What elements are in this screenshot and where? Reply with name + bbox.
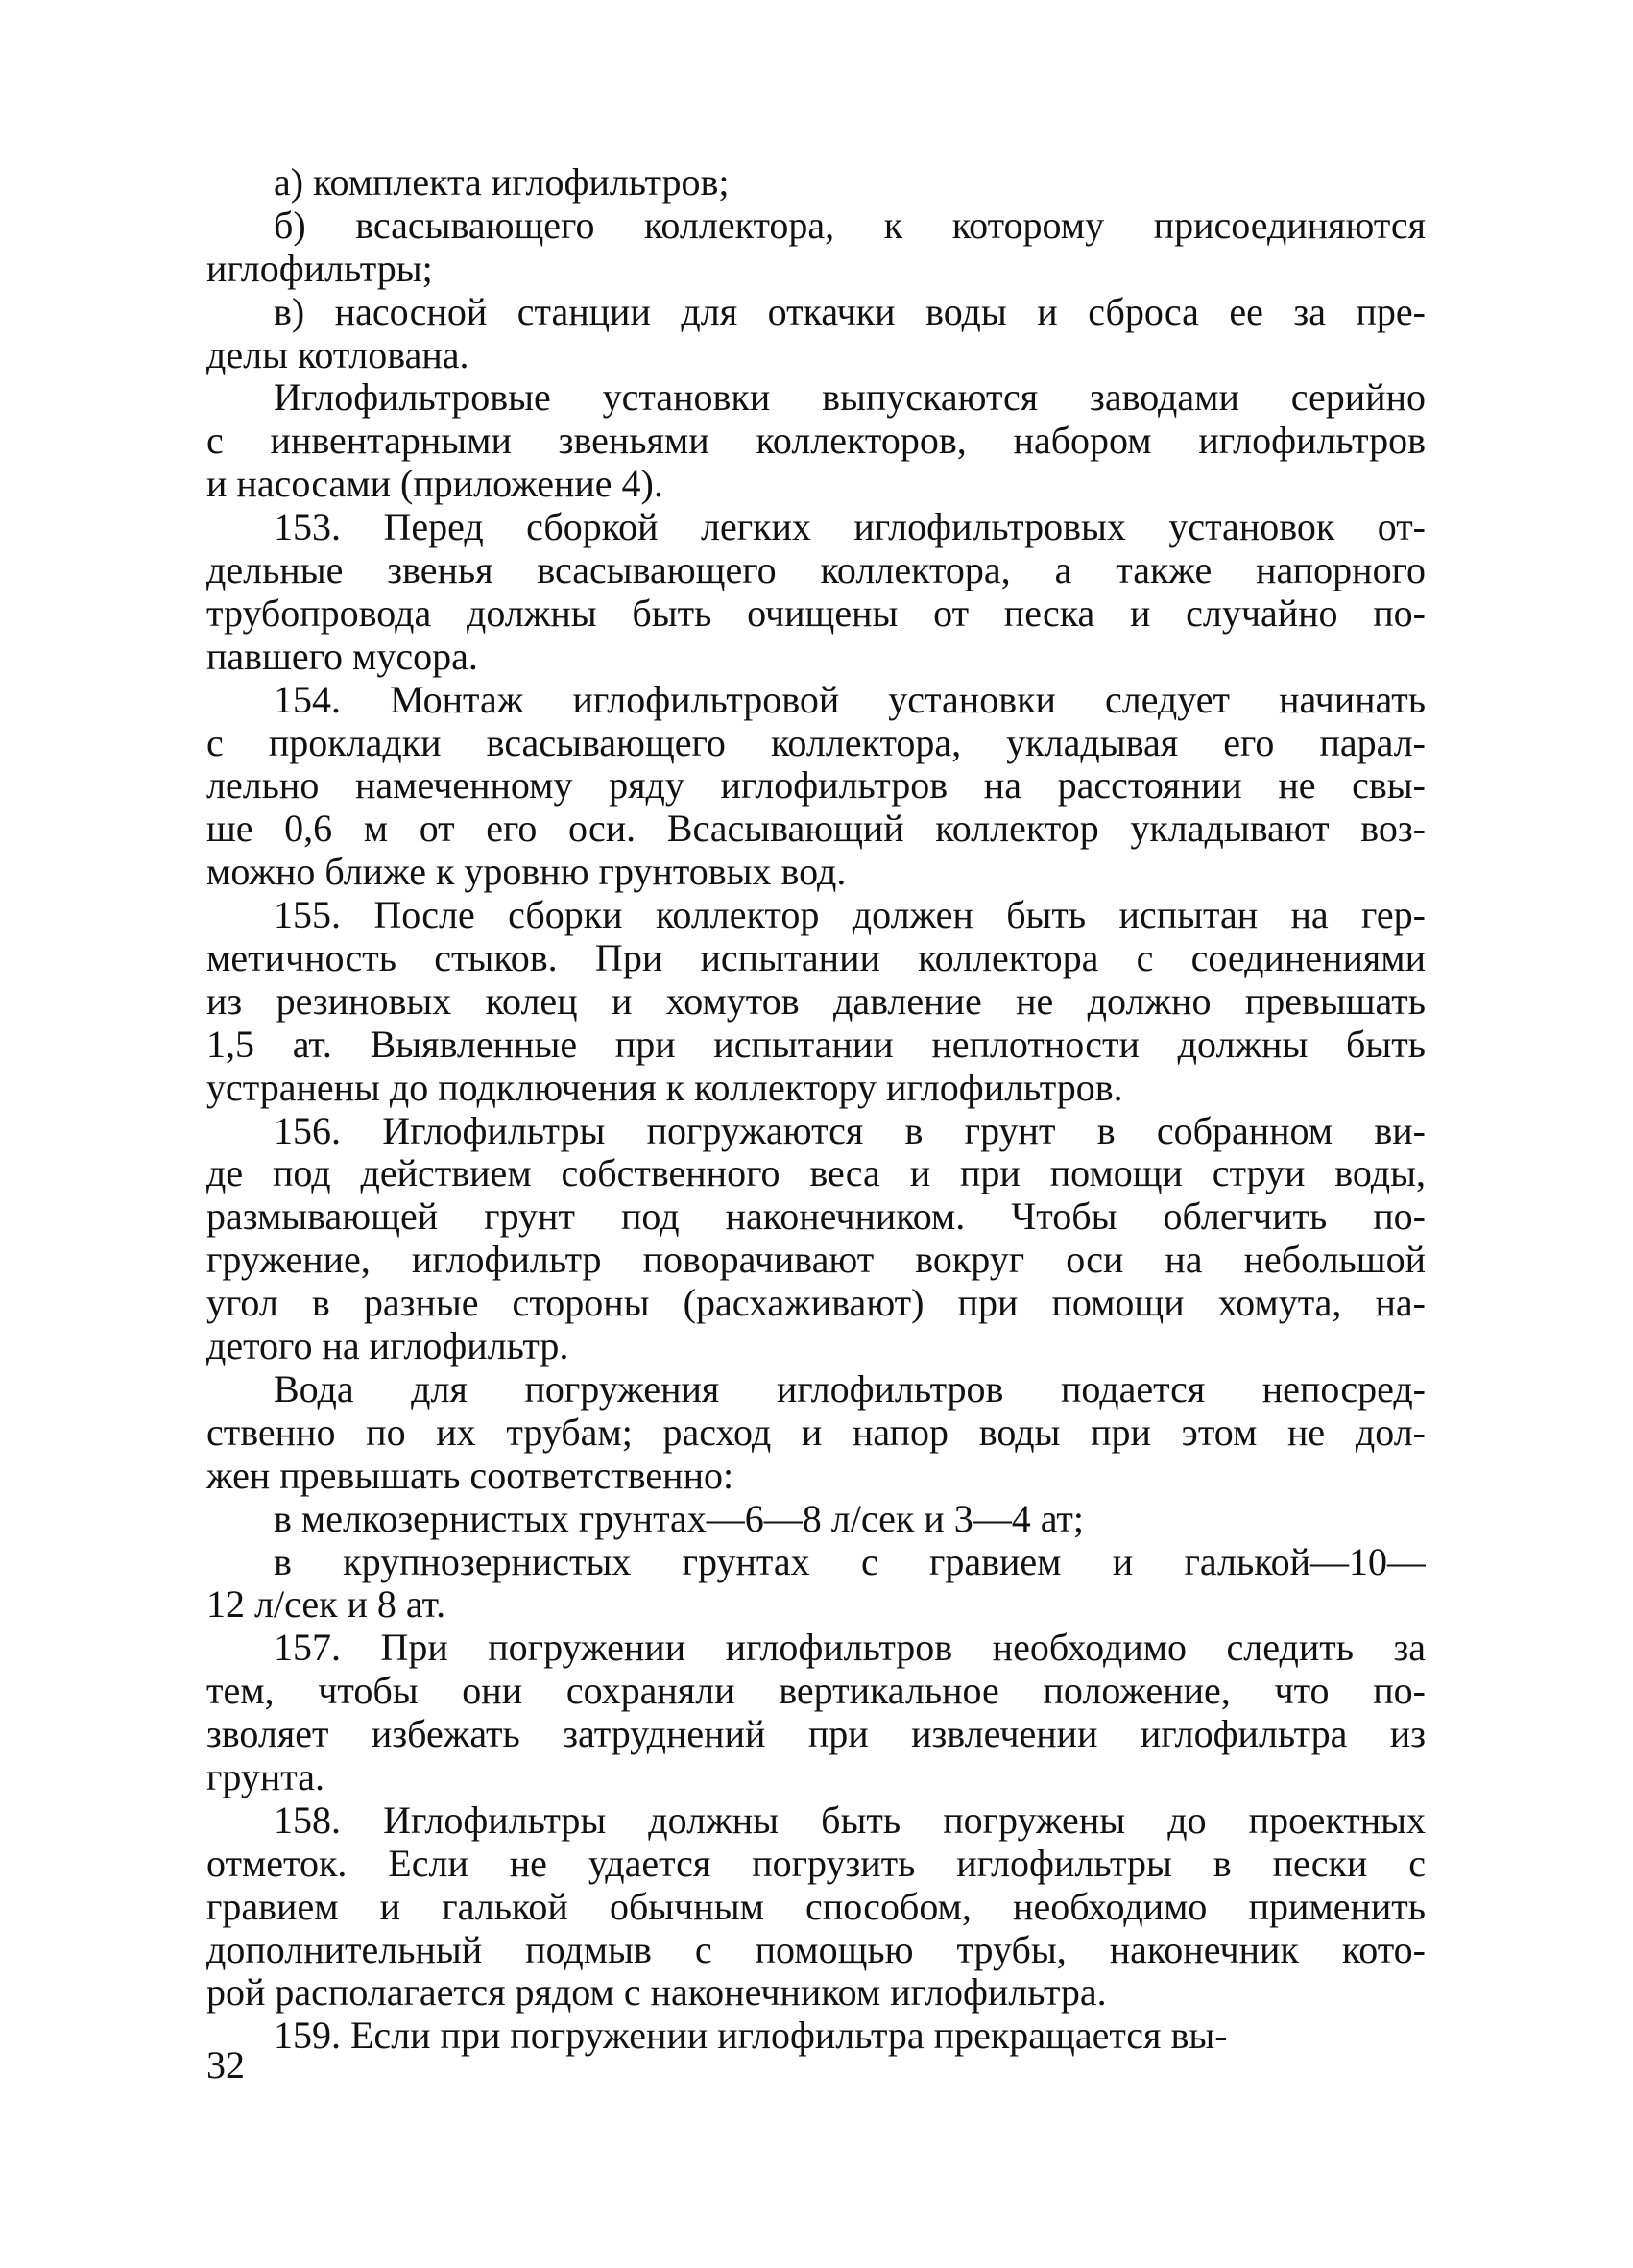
text-line: детого на иглофильтр. [206, 1325, 569, 1368]
text-line: делы котлована. [206, 333, 469, 376]
text-line: в крупнозернистых грунтах с гравием и галькой—10— [274, 1540, 1426, 1583]
text-line: метичность стыков. При испытании коллектора с соединениями [206, 937, 1426, 980]
text-line: гружение, иглофильтр поворачивают вокруг оси на небольшой [206, 1239, 1426, 1282]
page-number: 32 [206, 2043, 245, 2087]
text-line: и насосами (приложение 4). [206, 463, 663, 506]
text-line: 12 л/сек и 8 ат. [206, 1583, 446, 1627]
text-line: Иглофильтровые установки выпускаются заводами серийно [274, 376, 1426, 420]
text-line: в мелкозернистых грунтах—6—8 л/сек и 3—4 ат; [274, 1497, 1085, 1540]
text-line: ственно по их трубам; расход и напор воды при этом не дол- [206, 1411, 1426, 1454]
text-line: в) насосной станции для откачки воды и сброса ее за пре- [274, 290, 1426, 333]
text-line: рой располагается рядом с наконечником иглофильтра. [206, 1971, 1107, 2015]
text-line: грунта. [206, 1755, 325, 1798]
text-line: можно ближе к уровню грунтовых вод. [206, 851, 847, 894]
text-line: с инвентарными звеньями коллекторов, набором иглофильтров [206, 420, 1426, 463]
text-line: иглофильтры; [206, 247, 433, 290]
text-line: павшего мусора. [206, 635, 478, 678]
text-line: 153. Перед сборкой легких иглофильтровых установок от- [274, 506, 1426, 549]
text-line: б) всасывающего коллектора, к которому присоединяются [274, 204, 1426, 247]
text-line: ше 0,6 м от его оси. Всасывающий коллектор укладывают воз- [206, 808, 1426, 851]
text-line: с прокладки всасывающего коллектора, укладывая его парал- [206, 721, 1426, 764]
text-line: Вода для погружения иглофильтров подается непосред- [274, 1367, 1426, 1411]
text-line: 156. Иглофильтры погружаются в грунт в собранном ви- [274, 1109, 1426, 1152]
text-line: размывающей грунт под наконечником. Чтобы облегчить по- [206, 1195, 1426, 1239]
text-line: гравием и галькой обычным способом, необходимо применить [206, 1885, 1426, 1928]
text-line: 1,5 ат. Выявленные при испытании неплотности должны быть [206, 1023, 1426, 1066]
text-line: устранены до подключения к коллектору иглофильтров. [206, 1066, 1123, 1109]
page-body-text [206, 161, 1426, 2058]
text-line: угол в разные стороны (расхаживают) при помощи хомута, на- [206, 1282, 1426, 1325]
text-line: а) комплекта иглофильтров; [274, 161, 730, 204]
text-line: 157. При погружении иглофильтров необходимо следить за [274, 1627, 1426, 1670]
text-line: отметок. Если не удается погрузить иглофильтры в пески с [206, 1842, 1426, 1885]
text-line: тем, чтобы они сохраняли вертикальное положение, что по- [206, 1670, 1426, 1713]
text-line: дополнительный подмыв с помощью трубы, наконечник кото- [206, 1928, 1426, 1971]
text-line: трубопровода должны быть очищены от песка и случайно по- [206, 591, 1426, 635]
text-line: 159. Если при погружении иглофильтра прекращается вы- [274, 2015, 1228, 2058]
text-line: зволяет избежать затруднений при извлечении иглофильтра из [206, 1713, 1426, 1756]
text-line: дельные звенья всасывающего коллектора, а также напорного [206, 549, 1426, 592]
text-line: из резиновых колец и хомутов давление не должно превышать [206, 979, 1426, 1023]
text-line: 155. После сборки коллектор должен быть испытан на гер- [274, 894, 1426, 937]
text-line: 154. Монтаж иглофильтровой установки следует начинать [274, 678, 1426, 721]
text-line: 158. Иглофильтры должны быть погружены до проектных [274, 1798, 1426, 1842]
text-line: жен превышать соответственно: [206, 1454, 734, 1497]
text-line: лельно намеченному ряду иглофильтров на расстоянии не свы- [206, 764, 1426, 808]
text-line: де под действием собственного веса и при помощи струи воды, [206, 1152, 1426, 1195]
